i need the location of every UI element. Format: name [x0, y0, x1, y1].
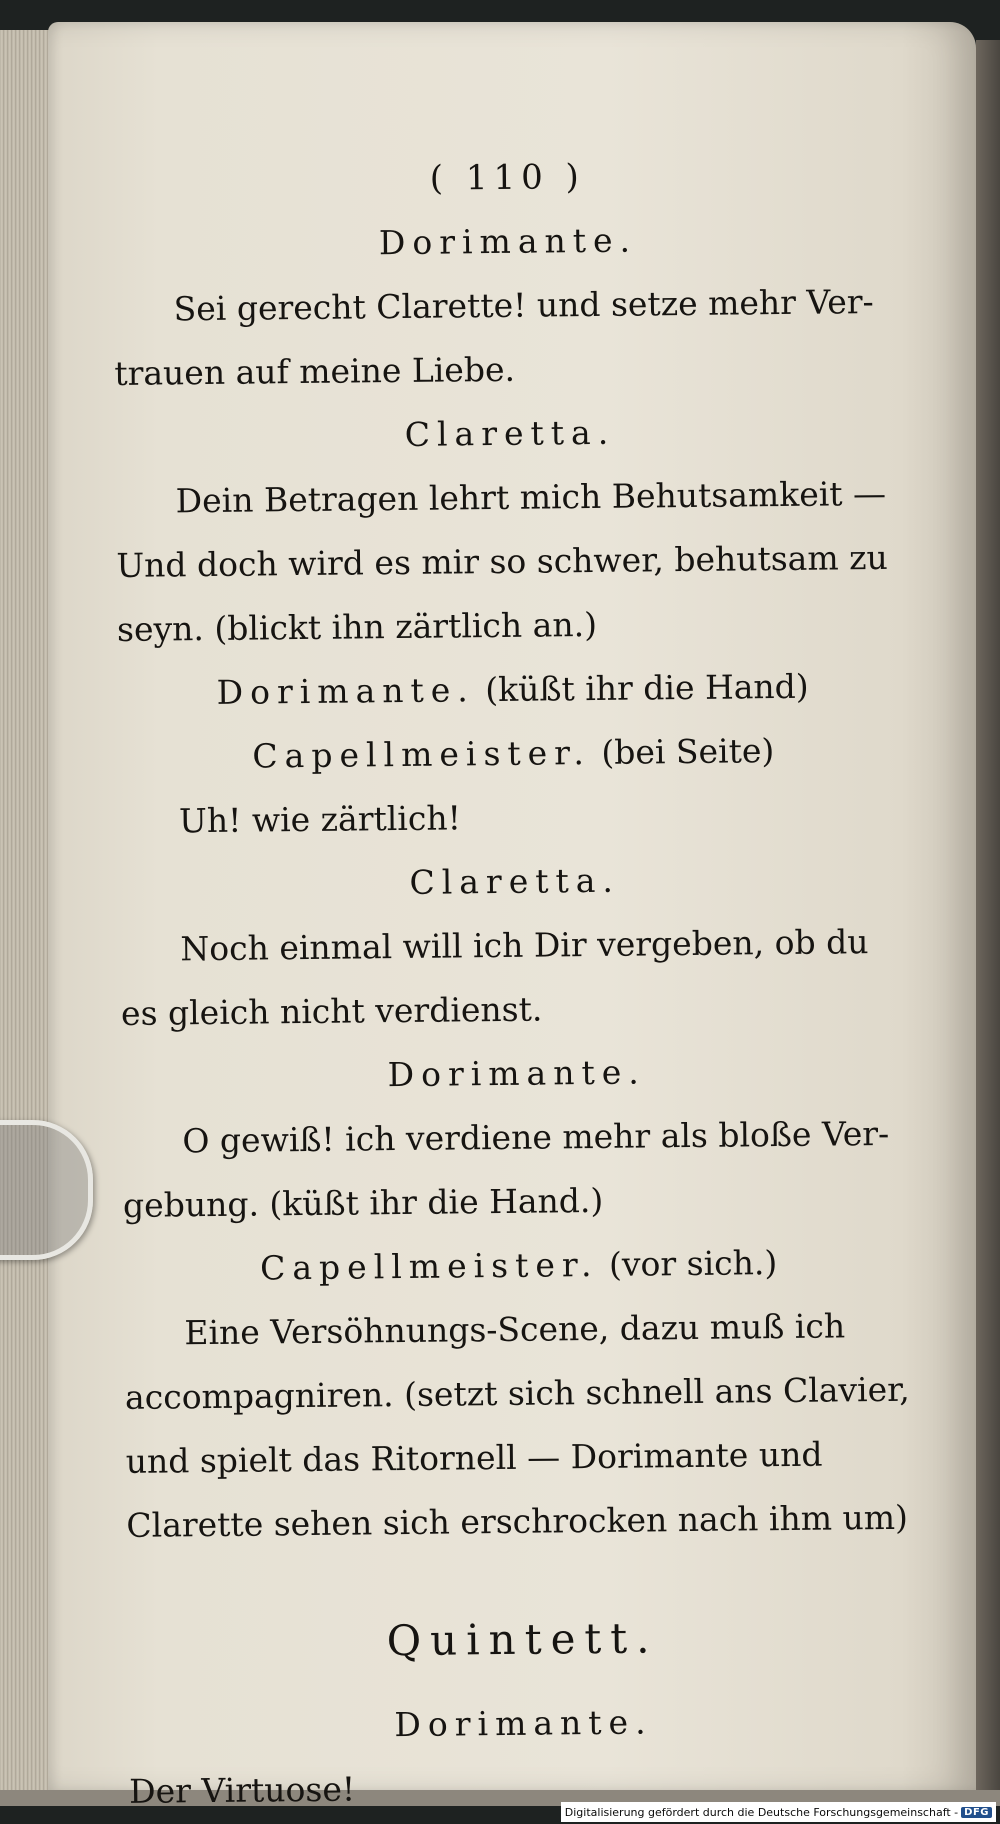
text-line: und spielt das Ritornell — Dorimante und: [125, 1434, 823, 1481]
digitization-footer: [561, 1802, 996, 1822]
text-line: Dein Betragen lehrt mich Behutsamkeit —: [175, 473, 887, 521]
book-spine-shadow: [976, 40, 1000, 1800]
dialogue-blocks: [113, 206, 917, 1558]
text-line: seyn. (blickt ihn zärtlich an.): [116, 604, 598, 649]
text-line: Sei gerecht Clarette! und setze mehr Ver-: [173, 282, 874, 329]
text-line: Und doch wird es mir so schwer, behutsam zu: [116, 537, 888, 585]
footer-text: Digitalisierung gefördert durch die Deutsche Forschungsgemeinschaft -: [564, 1805, 959, 1819]
page-text: [112, 142, 919, 1824]
speaker-with-direction: [117, 654, 908, 726]
text-line: accompagniren. (setzt sich schnell ans Clavier,: [124, 1369, 910, 1417]
text-line: es gleich nicht verdienst.: [120, 989, 543, 1033]
text-line: Uh! wie zärtlich!: [178, 798, 462, 841]
speaker-name: Dorimante.: [387, 1052, 646, 1095]
section-heading: Quintett.: [386, 1613, 659, 1666]
speaker-with-direction: [123, 1230, 914, 1302]
speaker-name: Capellmeister.: [252, 733, 592, 776]
speaker-name: Dorimante.: [394, 1702, 653, 1745]
text-line: O gewiß! ich verdiene mehr als bloße Ver-: [182, 1113, 890, 1161]
speaker-name: Claretta.: [409, 860, 621, 902]
speaker-name: Dorimante.: [216, 670, 476, 712]
speaker-name: Dorimante.: [378, 220, 638, 263]
speaker-name: Capellmeister.: [259, 1244, 599, 1288]
text-line: gebung. (küßt ihr die Hand.): [122, 1180, 604, 1225]
stage-direction: (küßt ihr die Hand): [485, 666, 809, 710]
text-line: trauen auf meine Liebe.: [114, 349, 516, 393]
page-number: ( 110 ): [429, 157, 586, 199]
text-line: Der Virtuose!: [128, 1769, 356, 1811]
text-line: Clarette sehen sich erschrocken nach ihm um): [126, 1497, 909, 1545]
text-line: Noch einmal will ich Dir vergeben, ob du: [180, 922, 869, 969]
stage-direction: (bei Seite): [601, 731, 775, 772]
stage-direction: (vor sich.): [608, 1243, 778, 1284]
speaker-name: Claretta.: [404, 412, 616, 454]
text-line: Eine Versöhnungs-Scene, dazu muß ich: [184, 1306, 846, 1353]
speaker-with-direction: [118, 718, 909, 790]
dfg-logo: DFG: [961, 1807, 992, 1818]
